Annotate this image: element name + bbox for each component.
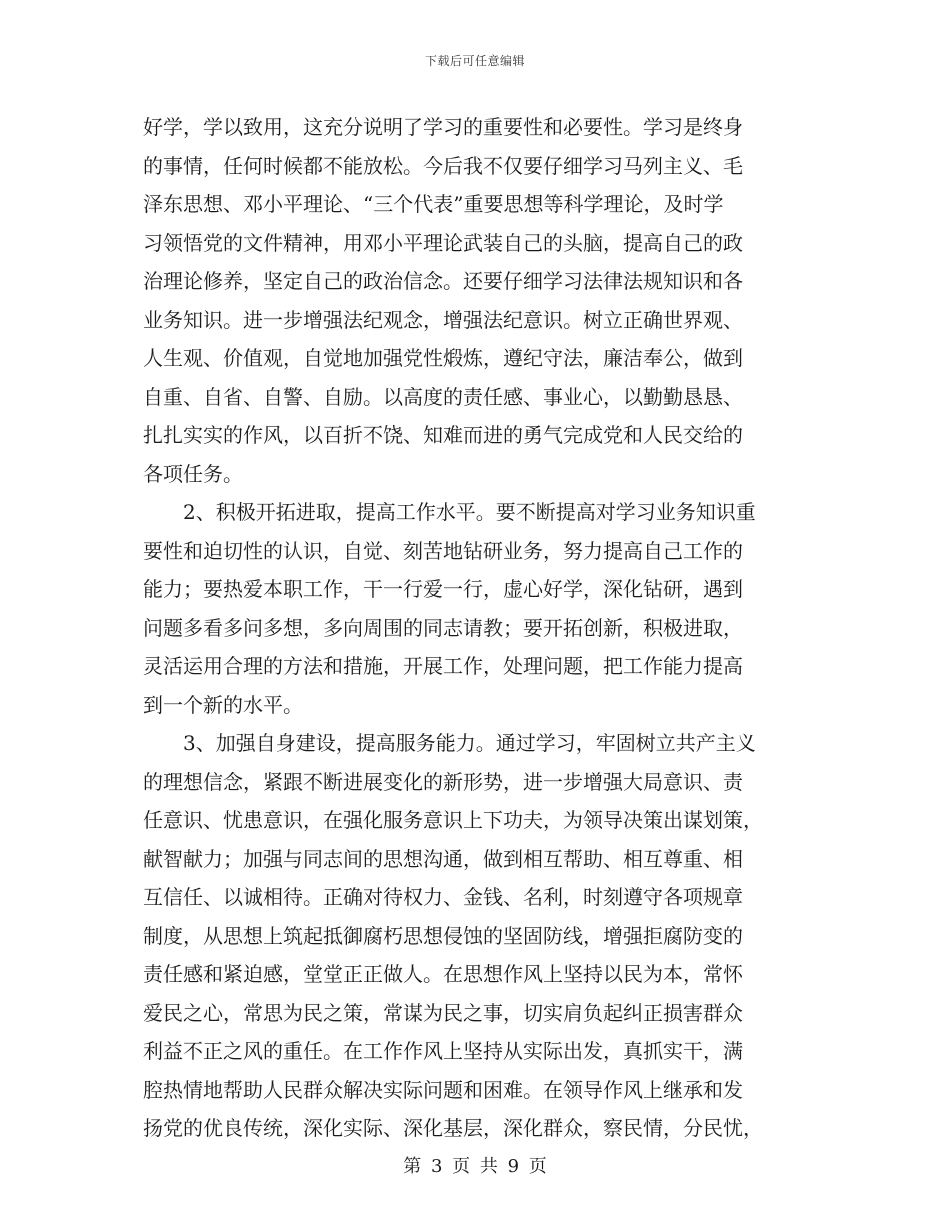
text-line: 爱民之心，常思为民之策，常谋为民之事，切实肩负起纠正损害群众 — [143, 1000, 743, 1025]
text-line: 的理想信念，紧跟不断进展变化的新形势，进一步增强大局意识、责 — [143, 769, 743, 794]
text-line: 献智献力；加强与同志间的思想沟通，做到相互帮助、相互尊重、相 — [143, 846, 743, 871]
text-line: 的事情，任何时候都不能放松。今后我不仅要仔细学习马列主义、毛 — [143, 153, 743, 178]
text-line: 任意识、忧患意识，在强化服务意识上下功夫，为领导决策出谋划策， — [143, 808, 763, 832]
text-line: 制度，从思想上筑起抵御腐朽思想侵蚀的坚固防线，增强拒腐防变的 — [143, 923, 743, 948]
text-line: 责任感和紧迫感，堂堂正正做人。在思想作风上坚持以民为本，常怀 — [143, 962, 743, 986]
text-line: 习领悟党的文件精神，用邓小平理论武装自己的头脑，提高自己的政 — [143, 230, 743, 255]
text-line: 互信任、以诚相待。正确对待权力、金钱、名利，时刻遵守各项规章 — [143, 885, 743, 909]
text-line: 要性和迫切性的认识，自觉、刻苦地钻研业务，努力提高自己工作的 — [143, 538, 743, 563]
text-line: 治理论修养，坚定自己的政治信念。还要仔细学习法律法规知识和各 — [143, 269, 743, 293]
text-line: 人生观、价值观，自觉地加强党性煅炼，遵纪守法，廉洁奉公，做到 — [143, 346, 743, 370]
text-line: 腔热情地帮助人民群众解决实际问题和困难。在领导作风上继承和发 — [143, 1077, 743, 1102]
text-line: 扬党的优良传统，深化实际、深化基层，深化群众，察民情，分民忧， — [143, 1116, 763, 1140]
page-header: 下载后可任意编辑 — [424, 54, 525, 68]
paragraph-2-start: 2、积极开拓进取，提高工作水平。要不断提高对学习业务知识重 — [143, 500, 756, 524]
text-line: 好学，学以致用，这充分说明了学习的重要性和必要性。学习是终身 — [143, 115, 743, 139]
text-line: 各项任务。 — [143, 461, 243, 486]
text-line: 扎扎实实的作风，以百折不饶、知难而进的勇气完成党和人民交给的 — [143, 423, 743, 447]
text-line: 业务知识。进一步增强法纪观念，增强法纪意识。树立正确世界观、 — [143, 307, 743, 332]
text-line: 到一个新的水平。 — [143, 692, 303, 717]
text-line: 利益不正之风的重任。在工作作风上坚持从实际出发，真抓实干，满 — [143, 1039, 743, 1063]
page-footer: 第 3 页 共 9 页 — [403, 1156, 547, 1177]
document-body — [143, 108, 811, 1148]
text-line: 自重、自省、自警、自励。以高度的责任感、事业心，以勤勤恳恳、 — [143, 384, 743, 409]
text-line: 问题多看多问多想，多向周围的同志请教；要开拓创新，积极进取， — [143, 615, 743, 640]
text-line: 泽东思想、邓小平理论、“三个代表”重要思想等科学理论，及时学 — [143, 192, 724, 216]
text-line: 能力；要热爱本职工作，干一行爱一行，虚心好学，深化钻研，遇到 — [143, 577, 743, 601]
paragraph-3-start: 3、加强自身建设，提高服务能力。通过学习，牢固树立共产主义 — [143, 731, 756, 755]
text-line: 灵活运用合理的方法和措施，开展工作，处理问题，把工作能力提高 — [143, 654, 743, 678]
